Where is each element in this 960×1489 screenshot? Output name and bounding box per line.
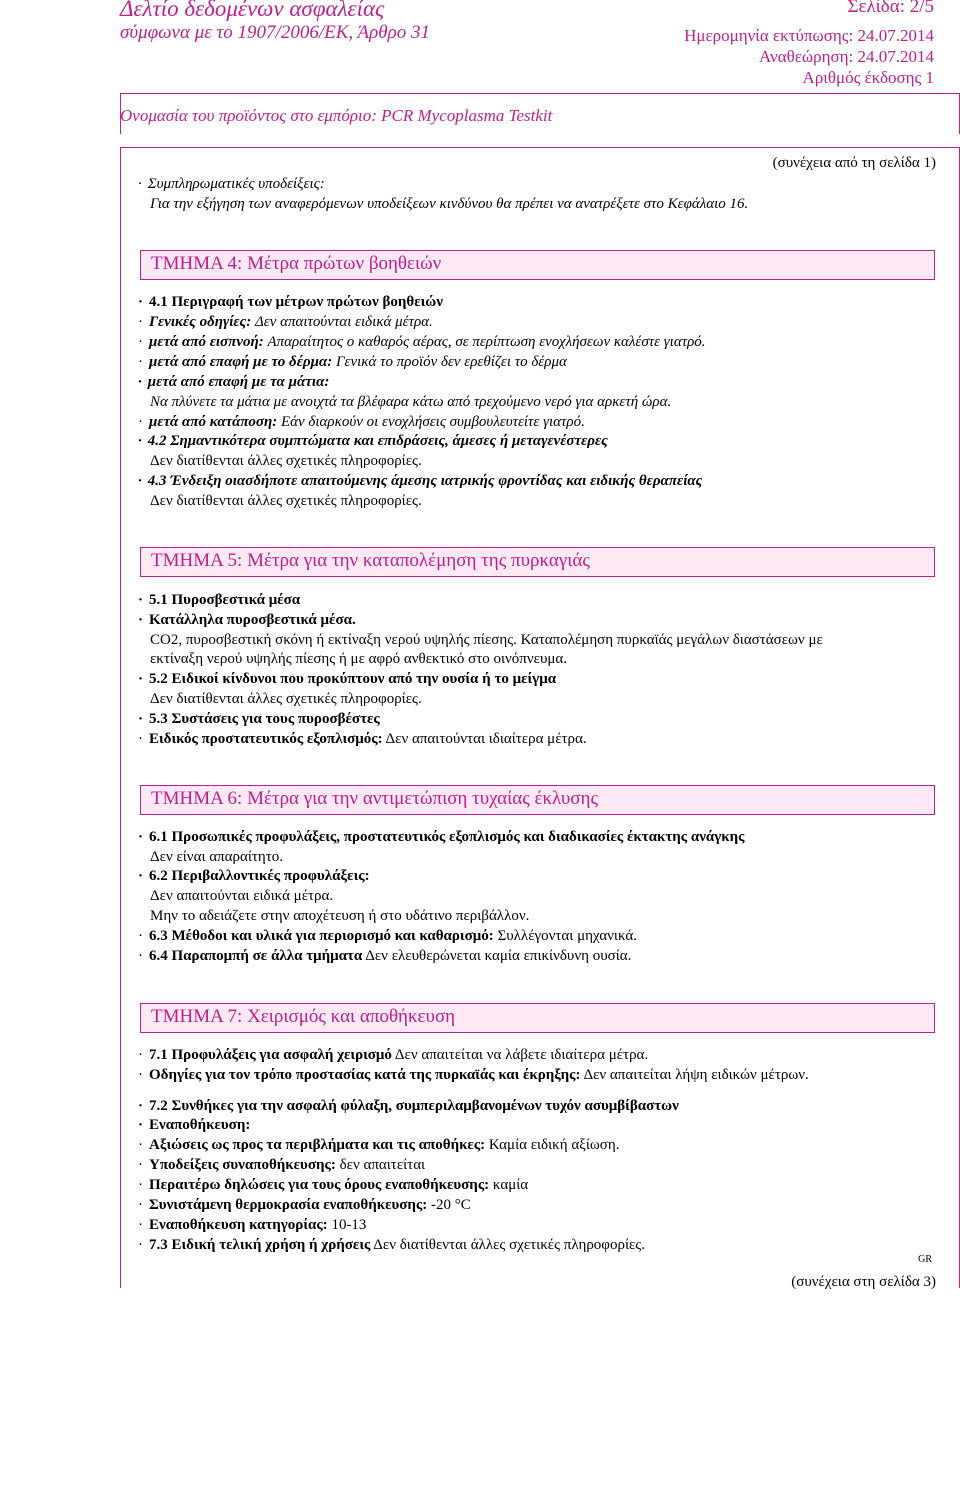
version-number: Αριθμός έκδοσης 1 [802,68,934,87]
continued-from: (συνέχεια από τη σελίδα 1) [772,155,936,171]
s7-line: · Συνιστάμενη θερμοκρασία εναποθήκευσης: -20 °C [138,1197,471,1213]
s7-line: · 7.2 Συνθήκες για την ασφαλή φύλαξη, συμπεριλαμβανομένων τυχόν ασυμβίβαστων [138,1098,679,1114]
s6-line: Δεν απαιτούνται ειδικά μέτρα. [150,888,334,904]
s4-line: · 4.2 Σημαντικότερα συμπτώματα και επιδράσεις, άμεσες ή μεταγενέστερες [138,433,608,449]
s7-line: · Εναποθήκευση: [138,1117,251,1133]
s5-line: · 5.3 Συστάσεις για τους πυροσβέστες [138,711,380,727]
product-name: Ονομασία του προϊόντος στο εμπόριο: PCR Mycoplasma Testkit [120,106,553,125]
document-title: Δελτίο δεδομένων ασφαλείας [120,0,385,21]
s6-line: Μην το αδειάζετε στην αποχέτευση ή στο υδάτινο περιβάλλον. [150,908,530,924]
section-5-header: ΤΜΗΜΑ 5: Μέτρα για την καταπολέμηση της πυρκαγιάς [140,547,935,577]
s6-line: · 6.1 Προσωπικές προφυλάξεις, προστατευτικός εξοπλισμός και διαδικασίες έκτακτης ανάγκης [138,829,745,845]
s4-line: · μετά από κατάποση: Εάν διαρκούν οι ενοχλήσεις συμβουλευτείτε γιατρό. [138,414,585,430]
section-4-header: ΤΜΗΜΑ 4: Μέτρα πρώτων βοηθειών [140,250,935,280]
section-6-header: ΤΜΗΜΑ 6: Μέτρα για την αντιμετώπιση τυχαίας έκλυσης [140,785,935,815]
s5-line: · 5.2 Ειδικοί κίνδυνοι που προκύπτουν από την ουσία ή το μείγμα [138,671,557,687]
s4-line: · Γενικές οδηγίες: Δεν απαιτούνται ειδικά μέτρα. [138,314,433,330]
s7-line: · Εναποθήκευση κατηγορίας: 10-13 [138,1217,367,1233]
s5-line: · Κατάλληλα πυροσβεστικά μέσα. [138,612,356,628]
header-frame [120,93,960,134]
s7-line: · Υποδείξεις συναποθήκευσης: δεν απαιτείται [138,1157,426,1173]
s4-line: · μετά από επαφή με τα μάτια: [138,374,330,390]
s7-line: · 7.1 Προφυλάξεις για ασφαλή χειρισμό Δεν απαιτείται να λάβετε ιδιαίτερα μέτρα. [138,1047,649,1063]
print-date: Ημερομηνία εκτύπωσης: 24.07.2014 [684,26,934,45]
s5-line: · 5.1 Πυροσβεστικά μέσα [138,592,301,608]
s6-line: · 6.3 Μέθοδοι και υλικά για περιορισμό και καθαρισμό: Συλλέγονται μηχανικά. [138,928,637,944]
language-code: GR [918,1254,932,1265]
revision-date: Αναθεώρηση: 24.07.2014 [759,47,934,66]
page-number: Σελίδα: 2/5 [847,0,934,17]
s4-line: Δεν διατίθενται άλλες σχετικές πληροφορίες. [150,493,422,509]
section-7-header: ΤΜΗΜΑ 7: Χειρισμός και αποθήκευση [140,1003,935,1033]
s7-line: · 7.3 Ειδική τελική χρήση ή χρήσεις Δεν διατίθενται άλλες σχετικές πληροφορίες. [138,1237,645,1253]
s7-line: · Αξιώσεις ως προς τα περιβλήματα και τις αποθήκες: Καμία ειδική αξίωση. [138,1137,620,1153]
s5-line: CO2, πυροσβεστική σκόνη ή εκτίναξη νερού υψηλής πίεσης. Καταπολέμηση πυρκαϊάς μεγάλων διαστάσεων με [150,632,823,648]
s5-line: Δεν διατίθενται άλλες σχετικές πληροφορίες. [150,691,422,707]
s6-line: · 6.2 Περιβαλλοντικές προφυλάξεις: [138,868,370,884]
s7-line: · Περαιτέρω δηλώσεις για τους όρους εναποθήκευσης: καμία [138,1177,529,1193]
supplementary-text: Για την εξήγηση των αναφερόμενων υποδείξεων κινδύνου θα πρέπει να ανατρέξετε στο Κεφάλαιο 16. [150,196,749,212]
s4-line: · 4.3 Ένδειξη οιασδήποτε απαιτούμενης άμεσης ιατρικής φροντίδας και ειδικής θεραπείας [138,473,703,489]
s4-line: · μετά από επαφή με το δέρμα: Γενικά το προϊόν δεν ερεθίζει το δέρμα [138,354,567,370]
s4-line: Δεν διατίθενται άλλες σχετικές πληροφορίες. [150,453,422,469]
continued-to: (συνέχεια στη σελίδα 3) [791,1274,936,1290]
s4-line: · μετά από εισπνοή: Απαραίτητος ο καθαρός αέρας, σε περίπτωση ενοχλήσεων καλέστε γιατρό. [138,334,706,350]
document-subtitle: σύμφωνα με το 1907/2006/ΕΚ, Άρθρο 31 [120,22,430,43]
s5-line: · Ειδικός προστατευτικός εξοπλισμός: Δεν απαιτούνται ιδιαίτερα μέτρα. [138,731,587,747]
supplementary-label: · Συμπληρωματικές υποδείξεις: [138,176,325,192]
s6-line: Δεν είναι απαραίτητο. [150,849,284,865]
s7-line: · Οδηγίες για τον τρόπο προστασίας κατά της πυρκαϊάς και έκρηξης: Δεν απαιτείται λήψη ειδικών μέτρων. [138,1067,809,1083]
s5-line: εκτίναξη νερού υψηλής πίεσης ή με αφρό ανθεκτικό στο οινόπνευμα. [150,651,568,667]
s4-line: · 4.1 Περιγραφή των μέτρων πρώτων βοηθειών [138,294,443,310]
s6-line: · 6.4 Παραπομπή σε άλλα τμήματα Δεν ελευθερώνεται καμία επικίνδυνη ουσία. [138,948,632,964]
s4-line: Να πλύνετε τα μάτια με ανοιχτά τα βλέφαρα κάτω από τρεχούμενο νερό για αρκετή ώρα. [150,394,672,410]
